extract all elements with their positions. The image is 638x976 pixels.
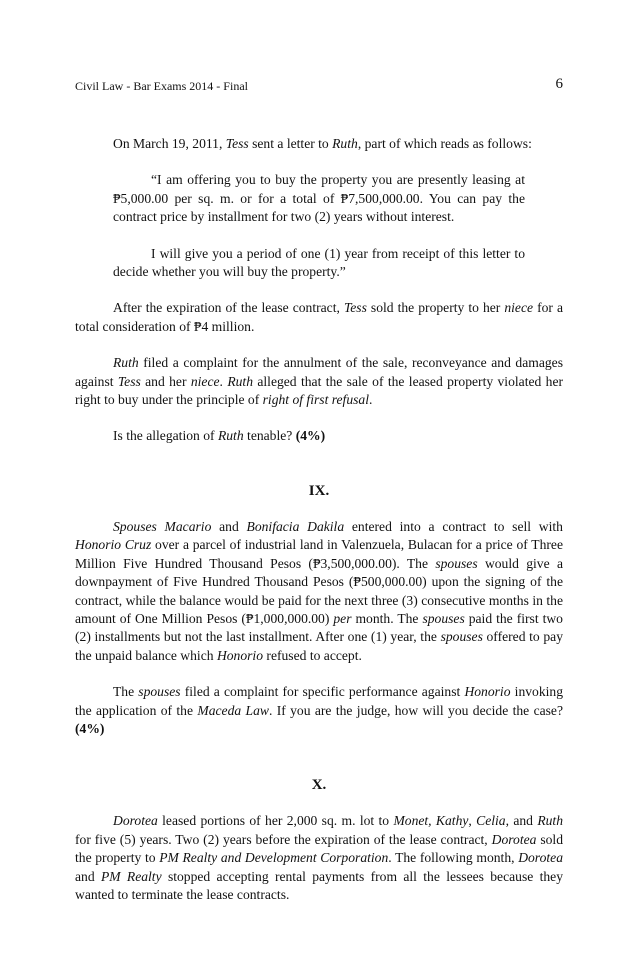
- q10-paragraph-1: Dorotea leased portions of her 2,000 sq. m. lot to Monet, Kathy, Celia, and Ruth for five (5) years. Two (2) years before the expiration of the lease contract, Dorotea sold the property to PM Realty and Development Corporation. The following month, Dorotea and PM Realty stopped accepting rental payments from all the lessees because they wanted to terminate the lease contracts.: [75, 813, 564, 902]
- score-badge: (4%): [75, 720, 105, 736]
- q9-paragraph-2: The spouses filed a complaint for specific performance against Honorio invoking the application of the Maceda Law. If you are the judge, how will you decide the case? (4%): [75, 684, 564, 736]
- section-heading-ix: IX.: [308, 482, 330, 499]
- q8-paragraph-2: After the expiration of the lease contract, Tess sold the property to her niece for a total consideration of ₱4 million.: [75, 300, 563, 334]
- q8-quote-1: “I am offering you to buy the property you are presently leasing at ₱5,000.00 per sq. m. or for a total of ₱7,500,000.00. You can pay the contract price by installment for two (2) years without interest.: [113, 172, 525, 225]
- score-badge: (4%): [295, 428, 326, 444]
- header-title: Civil Law - Bar Exams 2014 - Final: [75, 79, 248, 93]
- q8-paragraph-1: On March 19, 2011, Tess sent a letter to Ruth, part of which reads as follows:: [113, 136, 532, 151]
- q8-question: Is the allegation of Ruth tenable? (4%): [113, 428, 326, 444]
- q8-paragraph-3: Ruth filed a complaint for the annulment of the sale, reconveyance and damages against Tess and her niece. Ruth alleged that the sale of the leased property violated her right to buy under the principle of right of first refusal.: [75, 355, 564, 408]
- document-body: [75, 135, 563, 904]
- section-heading-x: X.: [311, 777, 327, 794]
- page-number: 6: [555, 76, 563, 92]
- q8-quote-2: I will give you a period of one (1) year from receipt of this letter to decide whether you will buy the property.”: [113, 245, 525, 280]
- q9-paragraph-1: Spouses Macario and Bonifacia Dakila entered into a contract to sell with Honorio Cruz over a parcel of industrial land in Valenzuela, Bulacan for a price of Three Million Five Hundred Thousand Pesos (₱3,500,000.00). The spouses would give a downpayment of Five Hundred Thousand Pesos (₱500,000.00) upon the signing of the contract, while the balance would be paid for the next three (3) consecutive months in the amount of One Million Pesos (₱1,000,000.00) per month. The spouses paid the first two (2) installments but not the last installment. After one (1) year, the spouses offered to pay the unpaid balance which Honorio refused to accept.: [75, 518, 563, 663]
